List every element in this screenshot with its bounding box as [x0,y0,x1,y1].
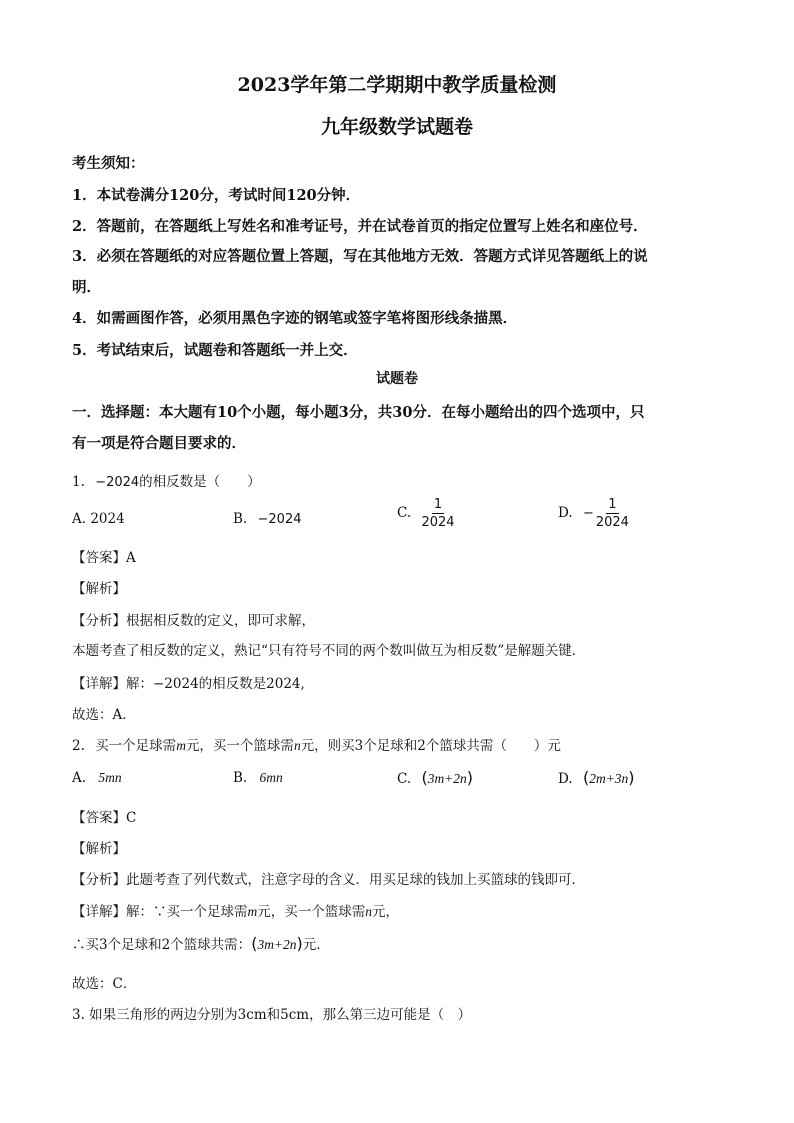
option-d [558,496,629,531]
option-value: 3m+2n [427,771,467,786]
analysis-fenxi: 【分析】此题考查了列代数式，注意字母的含义．用买足球的钱加上买篮球的钱即可． [72,872,585,888]
analysis-therefore: ∴买3个足球和2个篮球共需：(3m+2n)元． [72,934,330,953]
question-number: 1. [72,474,85,490]
option-label: C. [397,771,412,787]
analysis-tag: 【解析】 [72,581,126,597]
question-text: 的相反数是（ ） [139,474,261,490]
analysis-fenxi: 【分析】根据相反数的定义，即可求解， [72,613,315,629]
exam-subtitle: 九年级数学试题卷 [320,116,473,138]
choice-result: 故选：C． [72,976,137,992]
fraction-denominator: 2024 [595,515,629,530]
fraction [596,496,629,531]
option-label: B. [233,770,248,786]
option-label: D. [558,505,573,521]
option-a: A. 2024 [72,511,125,527]
option-label: B. [233,511,248,527]
variable-m: m [176,738,186,753]
notice-item-3: 3．必须在答题纸的对应答题位置上答题，写在其他地方无效．答题方式详见答题纸上的说 [72,248,648,265]
notice-item-1: 1．本试卷满分120分，考试时间120分钟． [72,187,361,204]
analysis-detail: 【详解】解：−2024的相反数是2024, [72,676,305,692]
notice-heading: 考生须知： [72,155,145,172]
choice-result: 故选：A． [72,707,136,723]
section-title: 试题卷 [376,371,418,387]
variable-n: n [365,904,372,919]
answer: 【答案】C [72,810,137,826]
option-d: D. (2m+3n) [558,768,635,787]
fraction [421,496,454,531]
question-text: 元，买一个篮球需 [185,738,294,754]
detail-text: 【详解】解：∵买一个足球需 [72,904,248,920]
option-label: A. [72,770,87,786]
option-value: 5mn [98,770,122,785]
therefore-text: 元． [302,937,330,953]
question-1 [72,470,261,490]
option-label: C. [397,505,412,521]
question-text: 元，则买3个足球和2个篮球共需（ ）元 [300,738,561,754]
notice-item-2: 2．答题前，在答题纸上写姓名和准考证号，并在试卷首页的指定位置写上姓名和座位号． [72,218,648,235]
question-3: 3. 如果三角形的两边分别为3cm和5cm，那么第三边可能是（ ） [72,1007,472,1023]
option-c: C. (3m+2n) [397,768,474,787]
option-b [233,511,302,527]
math-expression: 3m+2n [257,937,297,952]
fraction-numerator: 1 [433,497,443,512]
fraction-denominator: 2024 [421,515,455,530]
variable-n: n [293,738,301,753]
notice-item-5: 5．考试结束后，试题卷和答题纸一并上交． [72,342,358,359]
question-2 [72,734,561,754]
option-value: 6mn [259,770,283,785]
section-instruction: 一．选择题：本大题有10个小题，每小题3分，共30分．在每小题给出的四个选项中，只 [72,404,645,421]
detail-text: 元，买一个篮球需 [257,904,366,920]
math-expression: −2024 [95,475,140,490]
minus-sign: − [582,506,594,521]
detail-text: 元， [372,904,399,920]
option-b [233,770,283,786]
analysis-detail [72,900,399,920]
option-value: 2m+3n [589,771,629,786]
option-label: D. [558,771,573,787]
option-a [72,770,122,786]
analysis-note: 本题考查了相反数的定义，熟记“只有符号不同的两个数叫做互为相反数”是解题关键． [72,643,586,659]
fraction-numerator: 1 [608,497,617,512]
notice-item-4: 4．如需画图作答，必须用黑色字迹的钢笔或签字笔将图形线条描黑． [72,310,518,327]
option-value: −2024 [257,512,302,527]
notice-item-3-cont: 明． [72,279,101,296]
answer: 【答案】A [72,550,136,566]
variable-m: m [247,904,258,919]
therefore-text: ∴买3个足球和2个篮球共需： [72,937,252,953]
analysis-tag: 【解析】 [72,841,126,857]
section-instruction-cont: 有一项是符合题目要求的． [72,435,246,452]
question-number: 2. [72,738,85,754]
option-c [397,496,455,531]
question-text: 买一个足球需 [95,738,177,754]
exam-title: 2023学年第二学期期中教学质量检测 [237,74,557,96]
